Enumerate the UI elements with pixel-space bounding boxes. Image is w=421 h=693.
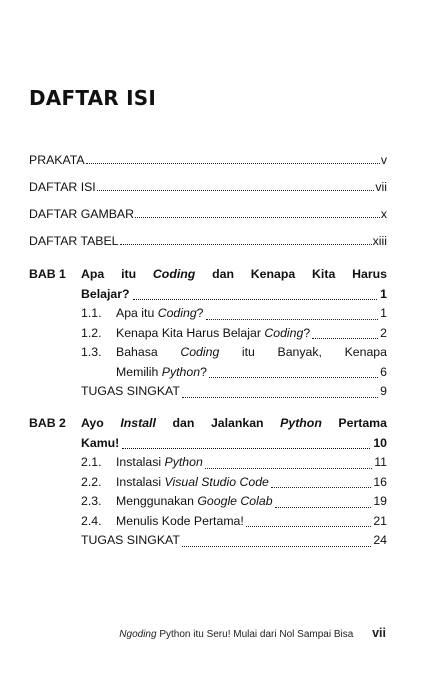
section-page: 19 (373, 494, 387, 508)
section-page: 21 (373, 513, 387, 528)
section-word: Coding (180, 345, 220, 359)
section-number: 2.4. (81, 513, 102, 528)
section-label: Menggunakan Google Colab (116, 494, 273, 508)
title-word: Install (120, 416, 156, 430)
section-number: 2.3. (81, 494, 102, 508)
toc-entry-label: DAFTAR GAMBAR (29, 207, 134, 221)
toc-entry-page: x (380, 207, 387, 221)
title-word: Kenapa (250, 267, 296, 281)
section-number: 2.1. (81, 455, 102, 469)
toc-task-1[interactable] (81, 382, 387, 402)
section-page: 11 (374, 455, 387, 469)
toc-entry-label: DAFTAR ISI (29, 180, 96, 194)
section-label-continuation: Memilih Python? (116, 364, 207, 379)
title-word: Kita (312, 267, 336, 281)
task-page: 24 (373, 533, 387, 547)
section-number: 1.3. (81, 345, 102, 359)
section-label: Kenapa Kita Harus Belajar Coding? (116, 325, 311, 340)
toc-section-2-1[interactable] (81, 453, 387, 473)
toc-entry-prakata[interactable] (29, 152, 387, 168)
toc-entry-page: xiii (372, 234, 387, 248)
leader-dots (122, 438, 370, 449)
section-page: 2 (380, 325, 387, 340)
leader-dots (271, 477, 371, 488)
section-label: Instalasi Python (116, 455, 203, 469)
title-word: Harus (352, 267, 387, 281)
toc-section-2-2[interactable] (81, 473, 387, 493)
toc-entry-page: vii (375, 180, 387, 194)
title-word: Coding (152, 267, 196, 281)
leader-dots (209, 367, 378, 378)
toc-section-1-2[interactable] (81, 324, 387, 344)
chapter-page: 10 (373, 436, 387, 450)
section-word: itu (241, 345, 255, 359)
chapter-page: 1 (380, 287, 387, 301)
leader-dots (275, 497, 372, 508)
leader-dots (133, 289, 378, 300)
title-continuation: Belajar? (81, 287, 130, 301)
section-number: 2.2. (81, 474, 102, 489)
title-word: Ayo (81, 416, 104, 430)
page-title: DAFTAR ISI (29, 86, 156, 110)
leader-dots (86, 153, 380, 164)
task-label: TUGAS SINGKAT (81, 384, 180, 398)
title-word: Apa (81, 267, 105, 281)
leader-dots (97, 180, 375, 191)
title-word: itu (121, 267, 137, 281)
toc-entry-label: DAFTAR TABEL (29, 234, 119, 248)
leader-dots (205, 458, 372, 469)
section-page: 1 (380, 306, 387, 320)
chapter-number: BAB 1 (29, 267, 66, 281)
toc-entry-daftar-gambar[interactable] (29, 206, 387, 222)
running-footer (0, 626, 386, 640)
toc-entry-daftar-isi[interactable] (29, 179, 387, 195)
task-label: TUGAS SINGKAT (81, 533, 180, 547)
section-list (81, 304, 387, 402)
section-list (81, 453, 387, 551)
leader-dots (312, 328, 378, 339)
section-page: 6 (380, 364, 387, 379)
toc-entry-daftar-tabel[interactable] (29, 233, 387, 249)
title-continuation: Kamu! (81, 436, 120, 450)
section-page: 16 (373, 474, 387, 489)
chapter-number: BAB 2 (29, 416, 66, 430)
section-label: Menulis Kode Pertama! (116, 513, 244, 528)
toc-entry-label: PRAKATA (29, 153, 85, 167)
leader-dots (120, 234, 372, 245)
leader-dots (135, 207, 380, 218)
section-number: 1.2. (81, 325, 102, 340)
section-word: Bahasa (116, 345, 158, 359)
title-word: dan (172, 416, 195, 430)
toc-task-2[interactable] (81, 531, 387, 551)
task-page: 9 (380, 384, 387, 398)
leader-dots (246, 516, 371, 527)
toc-section-1-3[interactable] (81, 343, 387, 382)
leader-dots (182, 387, 378, 398)
chapter-title[interactable] (81, 413, 387, 453)
title-word: Jalankan (210, 416, 264, 430)
page-number: vii (372, 626, 386, 640)
section-word: Banyak, (277, 345, 322, 359)
title-word: Pertama (338, 416, 387, 430)
title-word: dan (212, 267, 234, 281)
toc-section-1-1[interactable] (81, 304, 387, 324)
toc-entry-page: v (380, 153, 387, 167)
leader-dots (206, 309, 379, 320)
section-word: Kenapa (344, 345, 387, 359)
section-number: 1.1. (81, 306, 102, 320)
section-label: Instalasi Visual Studio Code (116, 474, 269, 489)
title-word: Python (280, 416, 322, 430)
leader-dots (182, 536, 371, 547)
book-title: Ngoding Python itu Seru! Mulai dari Nol Sampai Bisa (119, 629, 354, 640)
chapter-title[interactable] (81, 264, 387, 304)
toc-section-2-3[interactable] (81, 492, 387, 512)
toc-section-2-4[interactable] (81, 512, 387, 532)
section-label: Apa itu Coding? (116, 306, 204, 320)
